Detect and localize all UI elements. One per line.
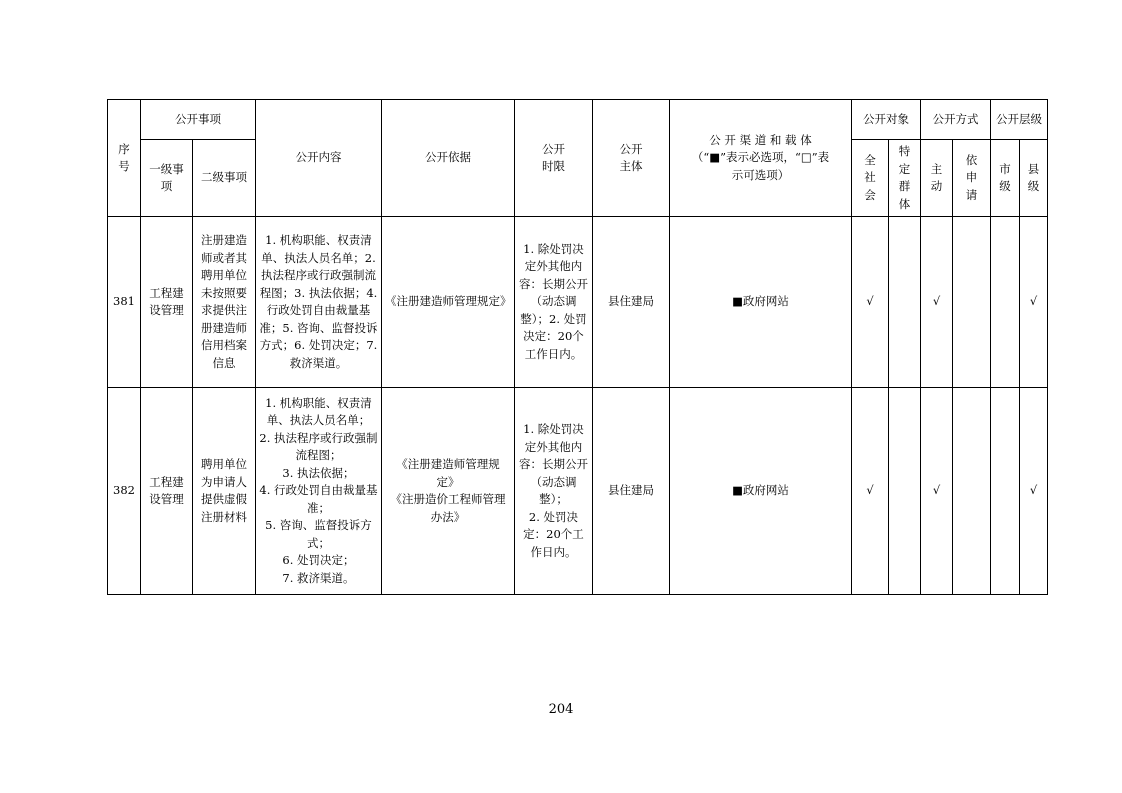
header-level-city: 市级 <box>991 140 1020 217</box>
row-level-city <box>991 217 1020 388</box>
header-method-group: 公开方式 <box>921 100 991 140</box>
row-content: 1. 机构职能、权责清单、执法人员名单；2. 执法程序或行政强制流程图；3. 执法依据；4. 行政处罚自由裁量基准；5. 咨询、监督投诉方式；6. 处罚决定；7. 救济渠道。 <box>256 217 382 388</box>
row-level2: 注册建造师或者其聘用单位未按照要求提供注册建造师信用档案信息 <box>193 217 256 388</box>
header-method-active: 主动 <box>921 140 953 217</box>
header-audience-all: 全社会 <box>852 140 889 217</box>
row-channel: ■政府网站 <box>670 217 852 388</box>
header-subject: 公开 主体 <box>593 100 670 217</box>
row-content: 1. 机构职能、权责清单、执法人员名单； 2. 执法程序或行政强制流程图； 3. 执法依据； 4. 行政处罚自由裁量基准； 5. 咨询、监督投诉方式； 6. 处罚决定； 7. 救济渠道。 <box>256 388 382 595</box>
row-method-request <box>953 217 991 388</box>
row-level1: 工程建设管理 <box>141 217 193 388</box>
row-method-request <box>953 388 991 595</box>
row-method-active: √ <box>921 388 953 595</box>
header-content: 公开内容 <box>256 100 382 217</box>
row-level1: 工程建设管理 <box>141 388 193 595</box>
header-level2: 二级事项 <box>193 140 256 217</box>
row-subject: 县住建局 <box>593 388 670 595</box>
row-audience-all: √ <box>852 388 889 595</box>
header-audience-group: 公开对象 <box>852 100 921 140</box>
row-audience-all: √ <box>852 217 889 388</box>
page-number: 204 <box>548 702 574 717</box>
row-method-active: √ <box>921 217 953 388</box>
row-audience-specific <box>889 388 921 595</box>
table-row <box>108 217 1048 388</box>
row-basis: 《注册建造师管理规定》 《注册造价工程师管理办法》 <box>382 388 515 595</box>
header-audience-specific: 特定群体 <box>889 140 921 217</box>
header-items-group: 公开事项 <box>141 100 256 140</box>
row-audience-specific <box>889 217 921 388</box>
row-channel: ■政府网站 <box>670 388 852 595</box>
row-level-county: √ <box>1020 217 1048 388</box>
row-seq: 381 <box>108 217 141 388</box>
row-level-county: √ <box>1020 388 1048 595</box>
header-basis: 公开依据 <box>382 100 515 217</box>
row-time-limit: 1. 除处罚决定外其他内容：长期公开（动态调整）；2. 处罚决定：20个工作日内。 <box>515 217 593 388</box>
header-level-group: 公开层级 <box>991 100 1048 140</box>
header-channel: 公 开 渠 道 和 载 体 （“■”表示必选项，“□”表 示可选项） <box>670 100 852 217</box>
table-row <box>108 388 1048 595</box>
row-level2: 聘用单位为申请人提供虚假注册材料 <box>193 388 256 595</box>
row-basis: 《注册建造师管理规定》 <box>382 217 515 388</box>
header-method-request: 依申请 <box>953 140 991 217</box>
header-level-county: 县级 <box>1020 140 1048 217</box>
header-seq: 序号 <box>108 100 141 217</box>
header-row-1 <box>108 100 1048 140</box>
disclosure-table <box>107 99 1048 595</box>
row-subject: 县住建局 <box>593 217 670 388</box>
row-time-limit: 1. 除处罚决定外其他内容：长期公开（动态调整）； 2. 处罚决定：20个工作日内。 <box>515 388 593 595</box>
header-level1: 一级事项 <box>141 140 193 217</box>
header-time-limit: 公开 时限 <box>515 100 593 217</box>
row-seq: 382 <box>108 388 141 595</box>
row-level-city <box>991 388 1020 595</box>
